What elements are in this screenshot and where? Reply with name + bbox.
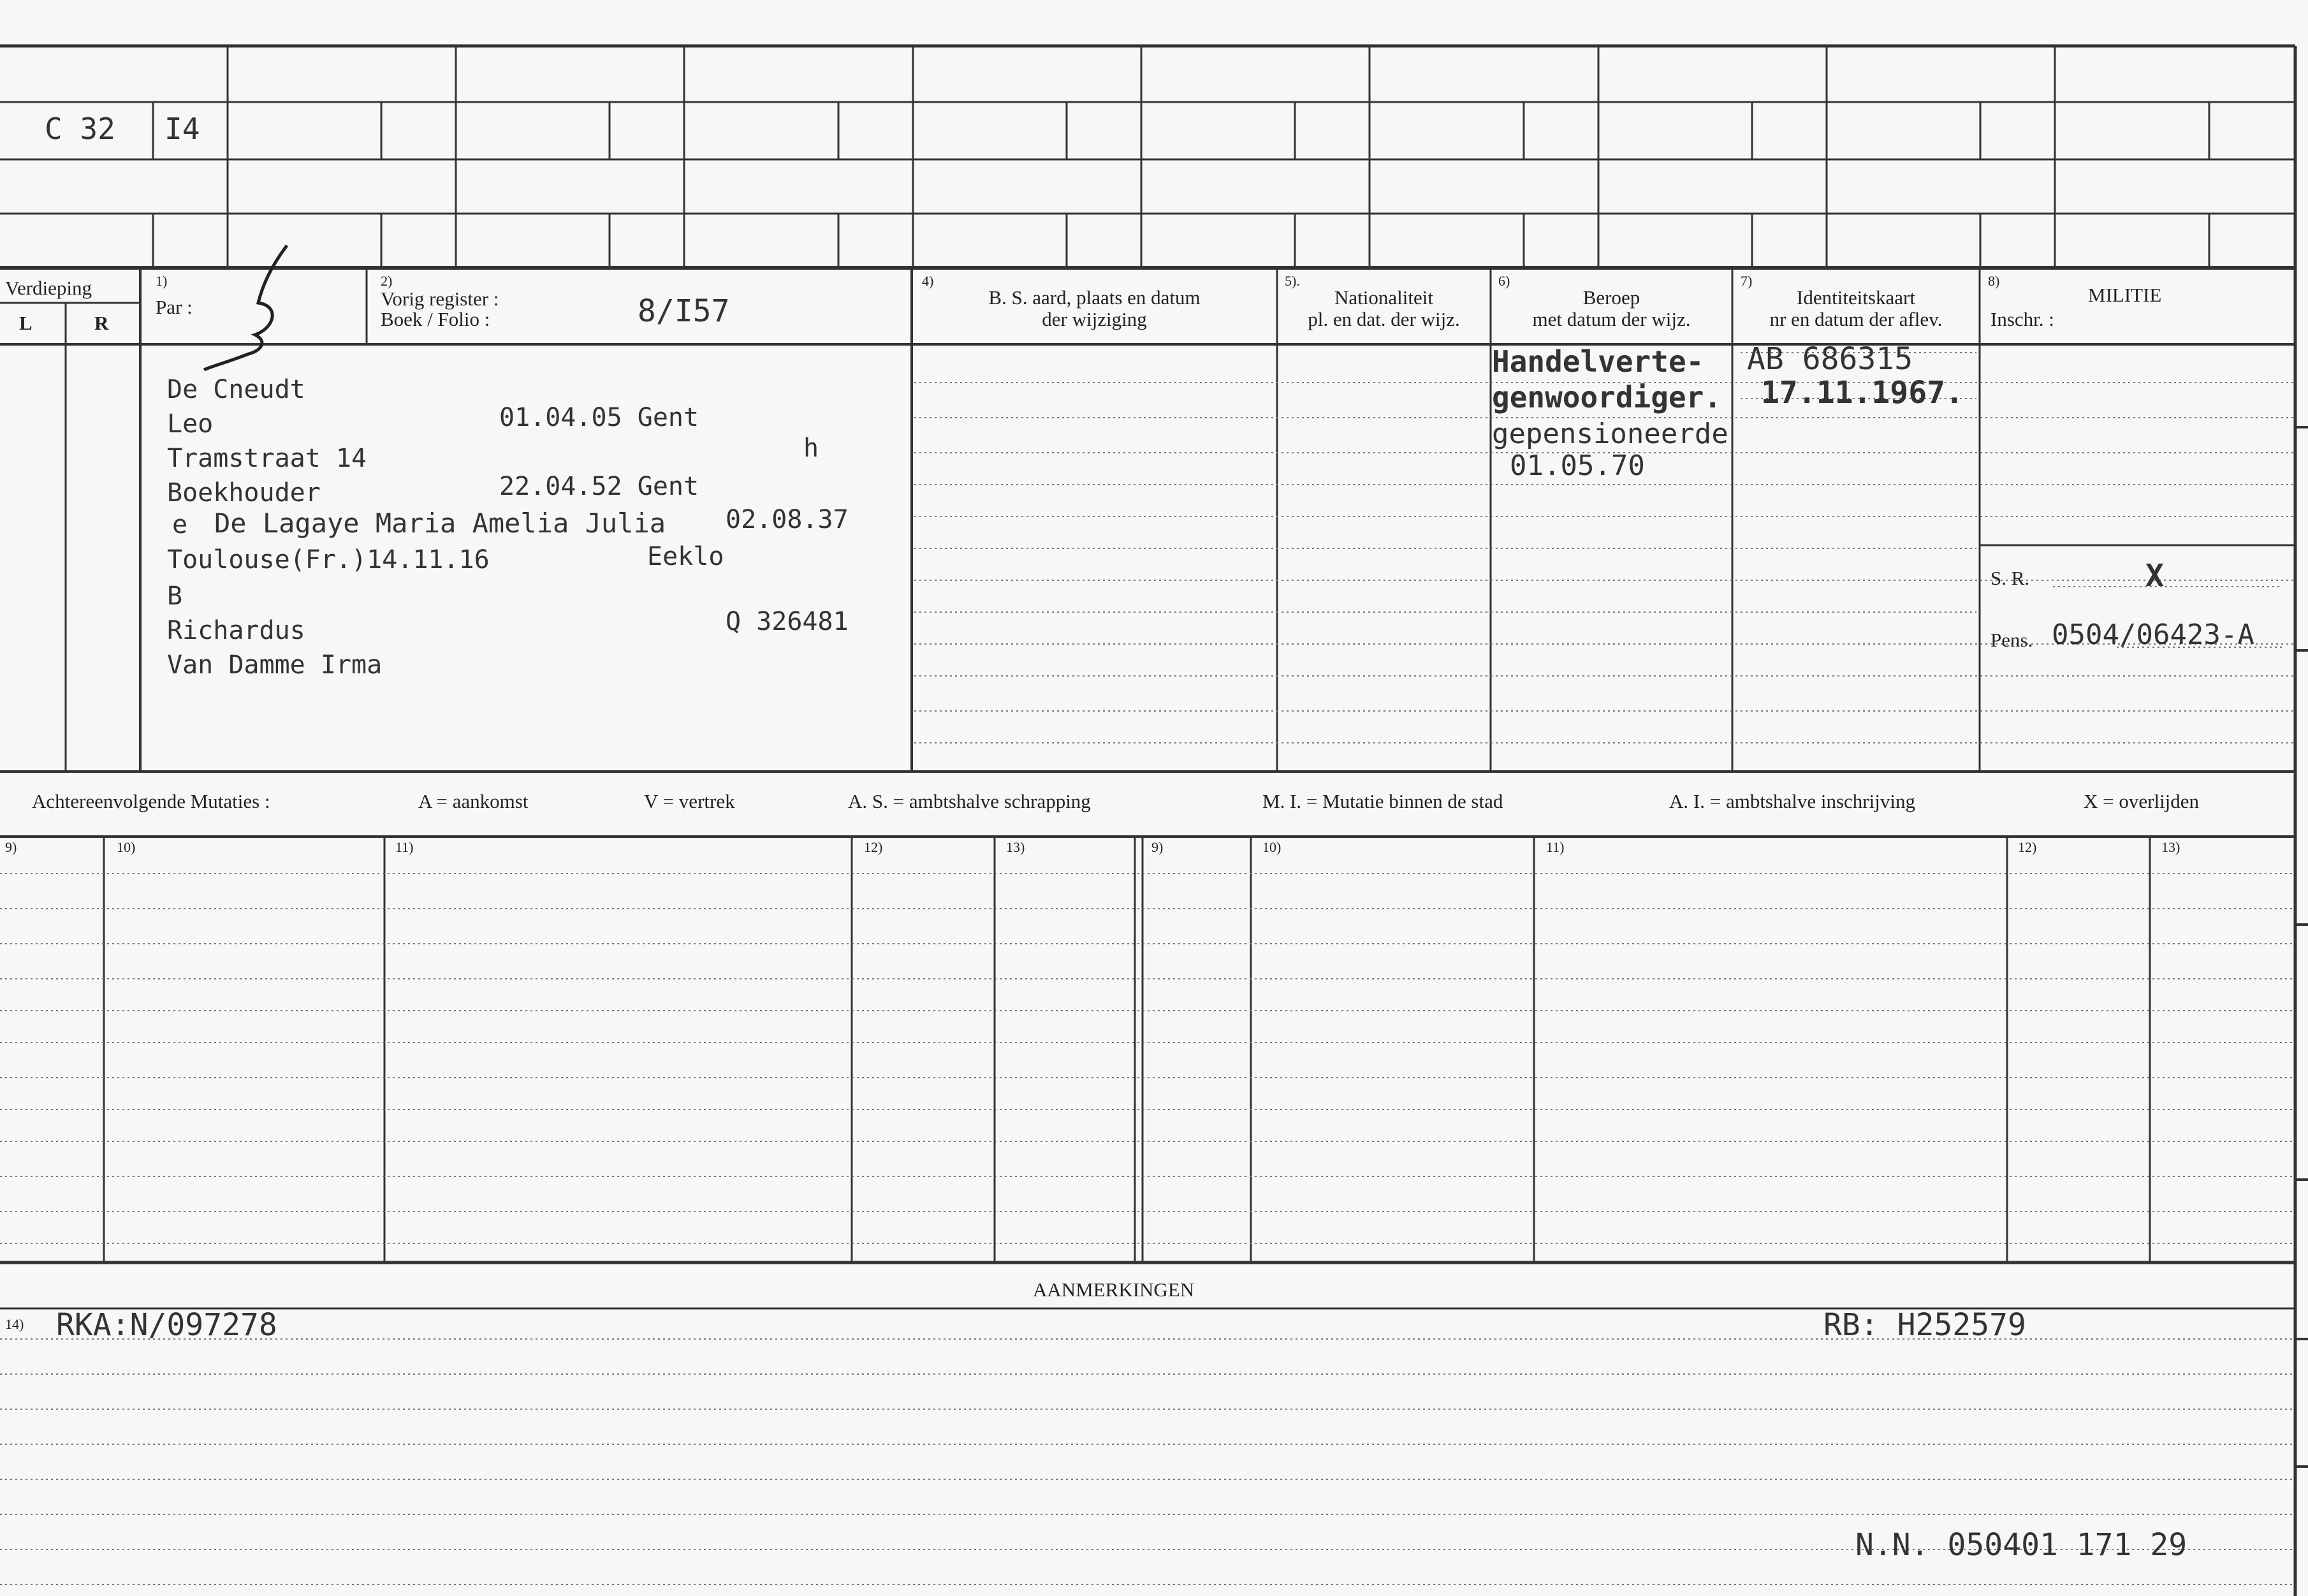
person-birth: 01.04.05 Gent: [499, 403, 699, 432]
nat-title-line2: pl. en dat. der wijz.: [1308, 308, 1460, 330]
id-number: 7): [1741, 273, 1753, 289]
child-name: Richardus: [167, 616, 305, 645]
id-card-number: AB 686315: [1747, 341, 1913, 377]
person-surname: De Cneudt: [167, 375, 305, 404]
nn-value: N.N. 050401 171 29: [1855, 1527, 2187, 1563]
beroep-line4: 01.05.70: [1510, 450, 1645, 482]
child-code: Q 326481: [726, 607, 849, 636]
col-10-left: 10): [117, 839, 136, 855]
col-13-right: 13): [2161, 839, 2180, 855]
spouse-place: Eeklo: [647, 542, 724, 571]
col-13-left: 13): [1006, 839, 1025, 855]
vorig-register-label: Vorig register :: [381, 288, 499, 310]
id-card-date: 17.11.1967.: [1761, 375, 1964, 411]
spouse-prefix: e: [172, 510, 188, 539]
spouse-birth: Toulouse(Fr.)14.11.16: [167, 545, 490, 575]
beroep-title-line1: Beroep: [1582, 286, 1640, 309]
col-9-right: 9): [1151, 839, 1164, 855]
spouse-name: De Lagaye Maria Amelia Julia: [214, 508, 666, 539]
legend-aankomst: A = aankomst: [418, 790, 529, 812]
vorig-number: 2): [381, 273, 393, 289]
boek-folio-label: Boek / Folio :: [381, 308, 490, 330]
card-code-right: I4: [164, 112, 200, 146]
par-signature-mark: [191, 239, 300, 373]
bs-title-line2: der wijziging: [1042, 308, 1147, 330]
person-firstname: Leo: [167, 409, 214, 439]
beroep-line2: genwoordiger.: [1492, 380, 1722, 414]
rb-value: RB: H252579: [1823, 1307, 2026, 1343]
bs-title-line1: B. S. aard, plaats en datum: [988, 286, 1201, 309]
legend-vertrek: V = vertrek: [644, 790, 735, 812]
bs-number: 4): [922, 273, 934, 289]
spouse-date: 02.08.37: [726, 505, 849, 534]
militie-title: MILITIE: [2088, 284, 2162, 306]
par-number: 1): [156, 273, 168, 289]
col-11-left: 11): [395, 839, 414, 855]
person-occupation: Boekhouder: [167, 478, 321, 508]
sr-label: S. R.: [1990, 567, 2030, 589]
nat-number: 5).: [1285, 273, 1300, 289]
col-11-right: 11): [1546, 839, 1565, 855]
legend-mutatie-stad: M. I. = Mutatie binnen de stad: [1262, 790, 1503, 812]
col-12-left: 12): [864, 839, 883, 855]
id-title-line2: nr en datum der aflev.: [1769, 308, 1943, 330]
pens-label: Pens.: [1990, 629, 2033, 651]
legend-overlijden: X = overlijden: [2084, 790, 2200, 812]
mutaties-title: Achtereenvolgende Mutaties :: [32, 790, 270, 812]
nat-title-line1: Nationaliteit: [1334, 286, 1433, 309]
aanmerkingen-number: 14): [5, 1316, 24, 1332]
id-title-line1: Identiteitskaart: [1797, 286, 1915, 309]
pens-value: 0504/06423-A: [2052, 619, 2254, 651]
beroep-number: 6): [1498, 273, 1510, 289]
aanmerkingen-title: AANMERKINGEN: [1033, 1278, 1195, 1301]
mother-name: Van Damme Irma: [167, 650, 383, 680]
sr-value: X: [2145, 558, 2164, 594]
verdieping-label: Verdieping: [5, 277, 92, 299]
rka-value: RKA:N/097278: [56, 1307, 277, 1343]
person-address: Tramstraat 14: [167, 444, 367, 473]
col-9-left: 9): [5, 839, 17, 855]
legend-schrapping: A. S. = ambtshalve schrapping: [848, 790, 1091, 812]
person-marriage: 22.04.52 Gent: [499, 472, 699, 501]
person-mark-h: h: [803, 434, 819, 463]
verdieping-l-label: L: [19, 312, 33, 334]
boek-folio-value: 8/I57: [638, 293, 730, 329]
col-12-right: 12): [2018, 839, 2037, 855]
beroep-line3: gepensioneerde: [1492, 418, 1728, 450]
card-code-left: C 32: [45, 112, 115, 146]
militie-number: 8): [1988, 273, 2000, 289]
beroep-title-line2: met datum der wijz.: [1532, 308, 1691, 330]
verdieping-r-label: R: [94, 312, 109, 334]
beroep-line1: Handelverte-: [1492, 344, 1704, 379]
par-label: Par :: [156, 296, 193, 318]
legend-inschrijving: A. I. = ambtshalve inschrijving: [1669, 790, 1915, 812]
inschr-label: Inschr. :: [1990, 308, 2054, 330]
person-b: B: [167, 582, 183, 611]
col-10-right: 10): [1262, 839, 1282, 855]
